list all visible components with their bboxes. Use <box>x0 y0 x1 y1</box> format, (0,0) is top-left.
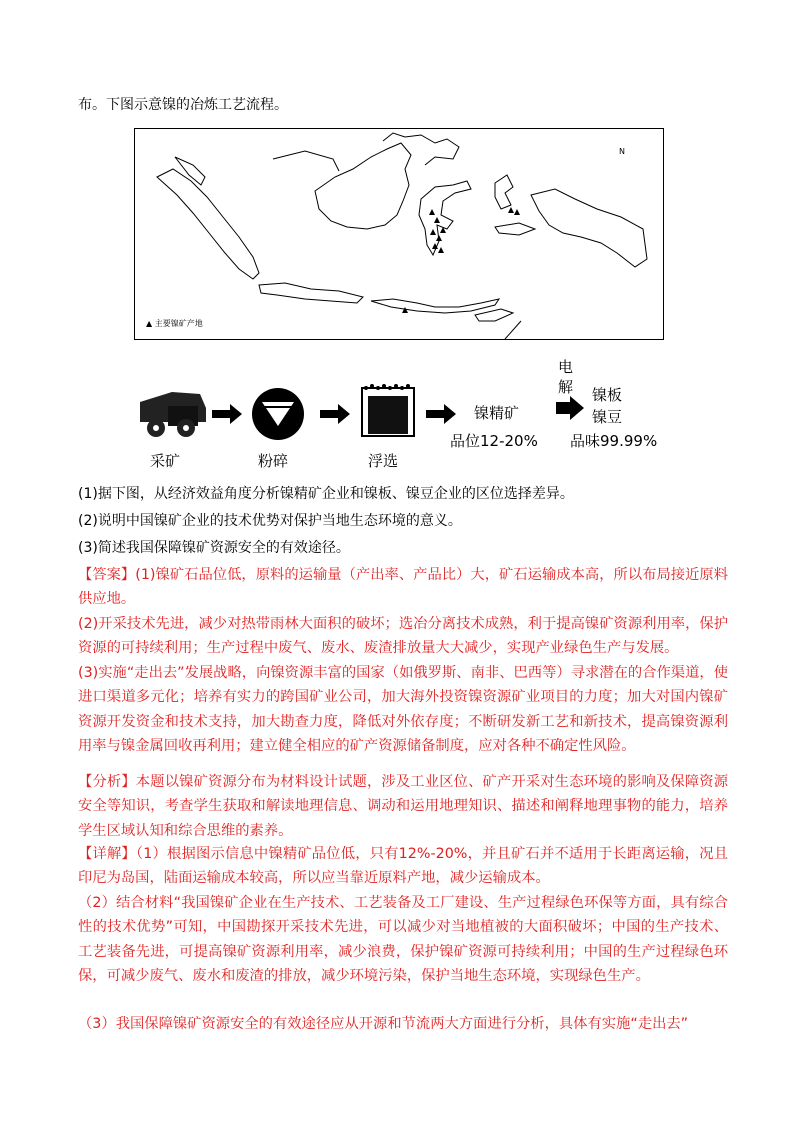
step-mining-label: 采矿 <box>150 452 181 470</box>
new-guinea-island <box>531 189 647 267</box>
concentrate-grade: 品位12-20% <box>450 432 538 450</box>
question-2: (2)说明中国镍矿企业的技术优势对保护当地生态环境的意义。 <box>78 513 462 529</box>
map-legend: ▲ 主要镍矿产地 <box>146 319 203 328</box>
flotation-tank-icon <box>362 384 414 436</box>
indonesia-map <box>134 128 664 340</box>
sumatra-island <box>157 169 259 279</box>
analysis <box>78 770 728 843</box>
electrolysis-char-2: 解 <box>558 378 574 396</box>
seram-island <box>495 223 535 235</box>
question-1: (1)据下图，从经济效益角度分析镍精矿企业和镍板、镍豆企业的区位选择差异。 <box>78 486 574 502</box>
detail-tag: 【详解】 <box>78 846 136 862</box>
mining-truck-icon <box>140 392 206 437</box>
mine-marker <box>429 209 435 215</box>
question-3: (3)简述我国保障镍矿资源安全的有效途径。 <box>78 540 350 556</box>
south-line <box>505 321 521 339</box>
philippines-coast <box>383 133 459 165</box>
crusher-icon <box>252 388 304 440</box>
map-outline <box>135 129 665 341</box>
java-island <box>259 283 363 303</box>
detail-1 <box>78 842 728 891</box>
answer-1-text: (1)镍矿石品位低，原料的运输量（产出率、产品比）大，矿石运输成本高，所以布局接近原料供应地。 <box>78 567 728 608</box>
product-nickel-plate: 镍板 <box>592 386 623 404</box>
borneo-island <box>315 143 411 229</box>
electrolysis-char-1: 电 <box>558 358 574 376</box>
intro-text: 布。下图示意镍的冶炼工艺流程。 <box>78 97 288 113</box>
product-nickel-bean: 镍豆 <box>592 408 623 426</box>
answer-1 <box>78 563 728 612</box>
timor-island <box>475 309 513 321</box>
flow-arrow-icon <box>320 404 350 424</box>
mine-marker <box>438 247 444 253</box>
flow-arrow-icon <box>212 404 242 424</box>
product-grade: 品味99.99% <box>570 432 658 450</box>
lesser-sunda <box>371 299 499 313</box>
smelting-flow-diagram <box>0 352 800 472</box>
analysis-tag: 【分析】 <box>78 774 136 790</box>
mine-marker <box>436 235 442 241</box>
detail-3: （3）我国保障镍矿资源安全的有效途径应从开源和节流两大方面进行分析，具体有实施“走出去” <box>78 1016 689 1032</box>
concentrate-name: 镍精矿 <box>474 404 520 422</box>
answer-tag: 【答案】 <box>78 567 136 583</box>
analysis-text: 本题以镍矿资源分布为材料设计试题，涉及工业区位、矿产开采对生态环境的影响及保障资源安全等知识，考查学生获取和解读地理信息、调动和运用地理知识、描述和阐释地理事物的能力，培养学生区域认知和综合思维的素养。 <box>78 774 729 839</box>
mine-marker <box>434 217 440 223</box>
answer-3: (3)实施“走出去”发展战略，向镍资源丰富的国家（如俄罗斯、南非、巴西等）寻求潜在的合作渠道，使进口渠道多元化；培养有实力的跨国矿业公司，加大海外投资镍资源矿业项目的力度；加大对国内镍矿资源开发资金和技术支持，加大勘查力度，降低对外依存度；不断研发新工艺和新技术，提高镍资源利用率与镍金属回收再利用；建立健全相应的矿产资源储备制度，应对各种不确定性风险。 <box>78 665 728 754</box>
mine-marker <box>402 307 408 313</box>
step-flotation-label: 浮选 <box>368 452 399 470</box>
mine-marker <box>508 207 514 213</box>
answer-2: (2)开采技术先进，减少对热带雨林大面积的破坏；选冶分离技术成熟，利于提高镍矿资源利用率，保护资源的可持续利用；生产过程中废气、废水、废渣排放量大大减少，实现产业绿色生产与发展。 <box>78 616 728 657</box>
flow-arrow-icon <box>426 404 456 424</box>
detail-2: （2）结合材料“我国镍矿企业在生产技术、工艺装备及工厂建设、生产过程绿色环保等方面，具有综合性的技术优势”可知，中国勘探开采技术先进，可以减少对当地植被的大面积破坏；中国的生产技术、工艺装备先进，可提高镍矿资源利用率，减少浪费，保护镍矿资源可持续利用；中国的生产过程绿色环保，可减少废气、废水和废渣的排放，减少环境污染，保护当地生态环境，实现绿色生产。 <box>78 895 728 984</box>
step-crushing-label: 粉碎 <box>258 452 289 470</box>
nickel-mine-markers <box>402 207 520 313</box>
sulawesi-island <box>419 181 471 255</box>
mine-marker <box>514 209 520 215</box>
mine-marker <box>430 229 436 235</box>
maluku-islands <box>495 175 513 209</box>
borneo-coast <box>273 151 339 171</box>
north-arrow-label: N <box>619 147 625 156</box>
detail-1-text: （1）根据图示信息中镍精矿品位低，只有12%-20%，并且矿石并不适用于长距离运输，况且印尼为岛国，陆面运输成本较高，所以应当靠近原料产地，减少运输成本。 <box>78 846 729 887</box>
electrolysis-arrow-icon <box>556 396 584 420</box>
